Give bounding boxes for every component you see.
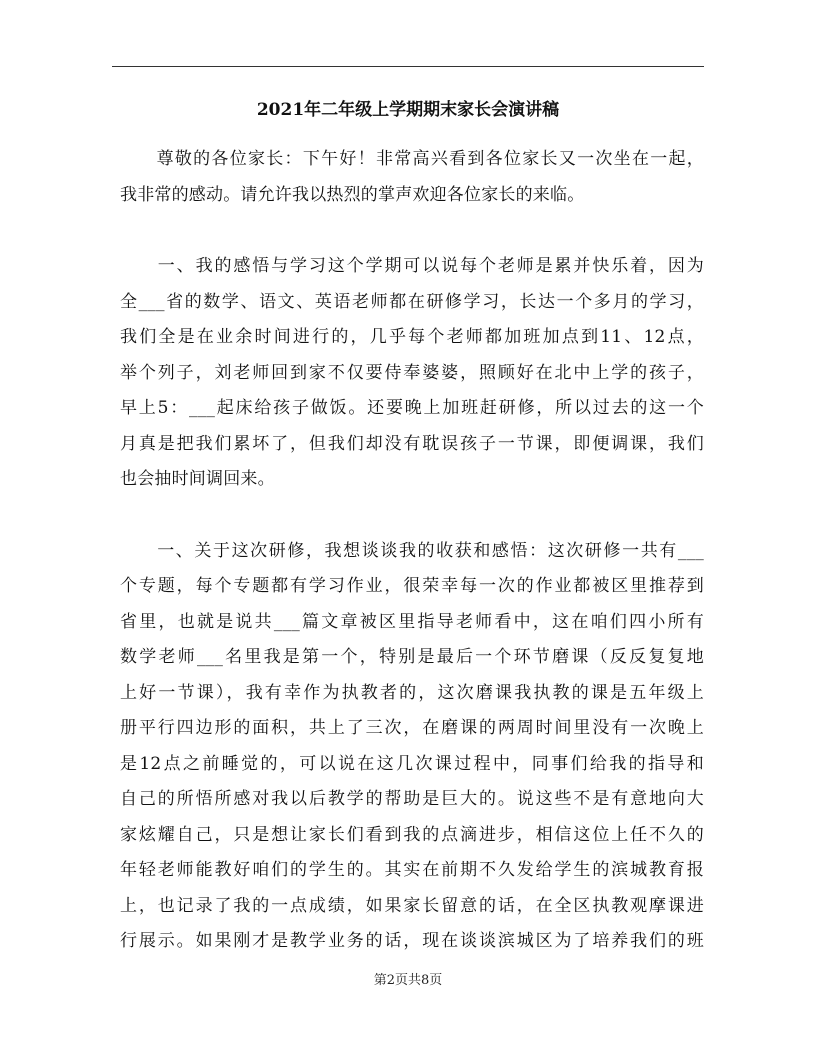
header-rule	[112, 66, 704, 67]
paragraph-line: 我非常的感动。请允许我以热烈的掌声欢迎各位家长的来临。	[120, 184, 585, 205]
paragraph-line: 我们全是在业余时间进行的，几乎每个老师都加班加点到11、12点，	[120, 327, 704, 347]
paragraph-line: 年轻老师能教好咱们的学生的。其实在前期不久发给学生的滨城教育报	[120, 860, 704, 880]
paragraph-line: 省里，也就是说共___篇文章被区里指导老师看中，这在咱们四小所有	[120, 611, 704, 632]
paragraph-line: 月真是把我们累坏了，但我们却没有耽误孩子一节课，即便调课，我们	[120, 433, 704, 454]
document-title: 2021年二年级上学期期末家长会演讲稿	[256, 100, 560, 120]
paragraph-line: 是12点之前睡觉的，可以说在这几次课过程中，同事们给我的指导和	[120, 753, 704, 774]
paragraph-line: 也会抽时间调回来。	[120, 469, 275, 489]
paragraph-line: 数学老师___名里我是第一个，特别是最后一个环节磨课（反反复复地	[120, 647, 704, 667]
paragraph-line: 自己的所悟所感对我以后教学的帮助是巨大的。说这些不是有意地向大	[120, 789, 704, 809]
paragraph-line: 个专题，每个专题都有学习作业，很荣幸每一次的作业都被区里推荐到	[120, 576, 704, 596]
paragraph-line: 举个列子，刘老师回到家不仅要侍奉婆婆，照顾好在北中上学的孩子，	[120, 362, 704, 383]
paragraph-line: 全___省的数学、语文、英语老师都在研修学习，长达一个多月的学习，	[120, 291, 704, 312]
paragraph-line: 上，也记录了我的一点成绩，如果家长留意的话，在全区执教观摩课进	[120, 895, 704, 916]
paragraph-line: 上好一节课），我有幸作为执教者的，这次磨课我执教的课是五年级上	[120, 682, 704, 703]
document-body	[120, 142, 704, 960]
paragraph-line: 尊敬的各位家长：下午好！非常高兴看到各位家长又一次坐在一起，	[120, 149, 704, 169]
page-number-footer: 第2页共8页	[373, 973, 443, 988]
paragraph-gap	[120, 213, 704, 249]
paragraph-line: 家炫耀自己，只是想让家长们看到我的点滴进步，相信这位上任不久的	[120, 824, 704, 845]
paragraph-line: 一、我的感悟与学习这个学期可以说每个老师是累并快乐着，因为	[120, 256, 704, 276]
paragraph-gap	[120, 498, 704, 534]
paragraph-line: 早上5：___起床给孩子做饭。还要晚上加班赶研修，所以过去的这一个	[120, 398, 704, 418]
paragraph-line: 一、关于这次研修，我想谈谈我的收获和感悟：这次研修一共有___	[120, 540, 704, 561]
paragraph-line: 行展示。如果刚才是教学业务的话，现在谈谈滨城区为了培养我们的班	[120, 931, 704, 951]
paragraph-line: 册平行四边形的面积，共上了三次，在磨课的两周时间里没有一次晚上	[120, 718, 704, 738]
